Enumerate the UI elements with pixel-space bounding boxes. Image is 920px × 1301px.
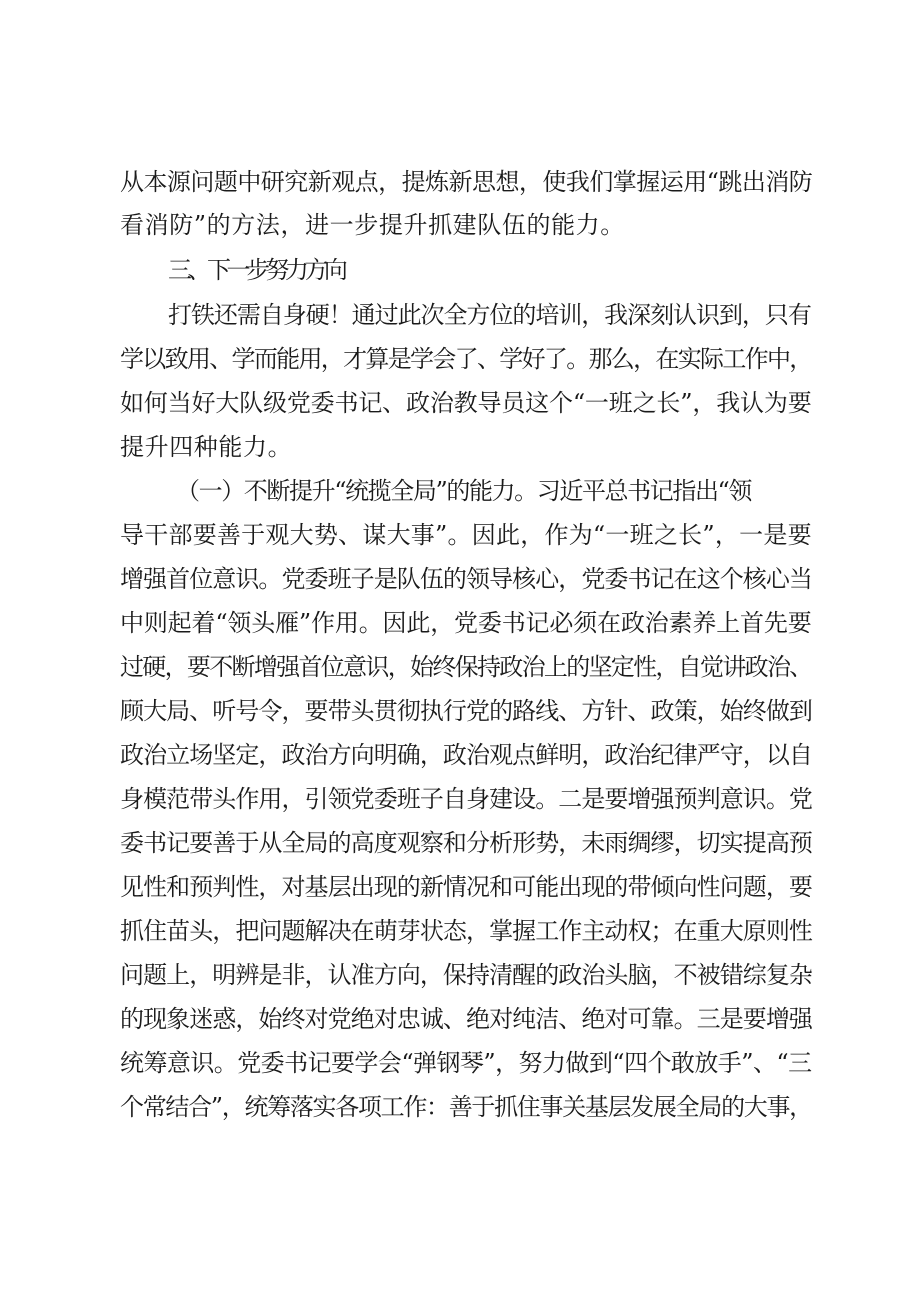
- paragraph-line: 顾大局、听号令，要带头贯彻执行党的路线、方针、政策，始终做到: [120, 697, 812, 725]
- paragraph-line: 委书记要善于从全局的高度观察和分析形势，未雨绸缪，切实提高预: [120, 829, 812, 857]
- paragraph-line: 抓住苗头，把问题解决在萌芽状态，掌握工作主动权；在重大原则性: [120, 917, 812, 945]
- subsection-line: （一）不断提升“统揽全局”的能力。习近平总书记指出“领: [176, 477, 752, 505]
- paragraph-line: 看消防”的方法，进一步提升抓建队伍的能力。: [120, 211, 625, 239]
- section-heading: 三、下一步努力方向: [168, 256, 344, 284]
- paragraph-line: 增强首位意识。党委班子是队伍的领导核心，党委书记在这个核心当: [120, 565, 812, 593]
- paragraph-line: 政治立场坚定，政治方向明确，政治观点鲜明，政治纪律严守，以自: [120, 741, 812, 769]
- paragraph-line: 过硬，要不断增强首位意识，始终保持政治上的坚定性，自觉讲政治、: [120, 653, 812, 681]
- paragraph-line: 导干部要善于观大势、谋大事”。因此，作为“一班之长”，一是要: [120, 521, 812, 549]
- paragraph-line: 如何当好大队级党委书记、政治教导员这个“一班之长”，我认为要: [120, 389, 812, 417]
- paragraph-line: 个常结合”，统筹落实各项工作：善于抓住事关基层发展全局的大事，: [120, 1093, 812, 1121]
- paragraph-line: 见性和预判性，对基层出现的新情况和可能出现的带倾向性问题，要: [120, 873, 812, 901]
- paragraph-line: 身模范带头作用，引领党委班子自身建设。二是要增强预判意识。党: [120, 785, 812, 813]
- paragraph-line: 打铁还需自身硬！通过此次全方位的培训，我深刻认识到，只有: [168, 301, 811, 329]
- paragraph-line: 提升四种能力。: [120, 433, 293, 461]
- paragraph-line: 从本源问题中研究新观点，提炼新思想，使我们掌握运用“跳出消防: [120, 168, 813, 196]
- paragraph-line: 统筹意识。党委书记要学会“弹钢琴”，努力做到“四个敢放手”、“三: [120, 1049, 812, 1077]
- paragraph-line: 学以致用、学而能用，才算是学会了、学好了。那么，在实际工作中，: [120, 345, 812, 373]
- paragraph-line: 中则起着“领头雁”作用。因此，党委书记必须在政治素养上首先要: [120, 609, 812, 637]
- paragraph-line: 问题上，明辨是非，认准方向，保持清醒的政治头脑，不被错综复杂: [120, 961, 812, 989]
- paragraph-line: 的现象迷惑，始终对党绝对忠诚、绝对纯洁、绝对可靠。三是要增强: [120, 1005, 812, 1033]
